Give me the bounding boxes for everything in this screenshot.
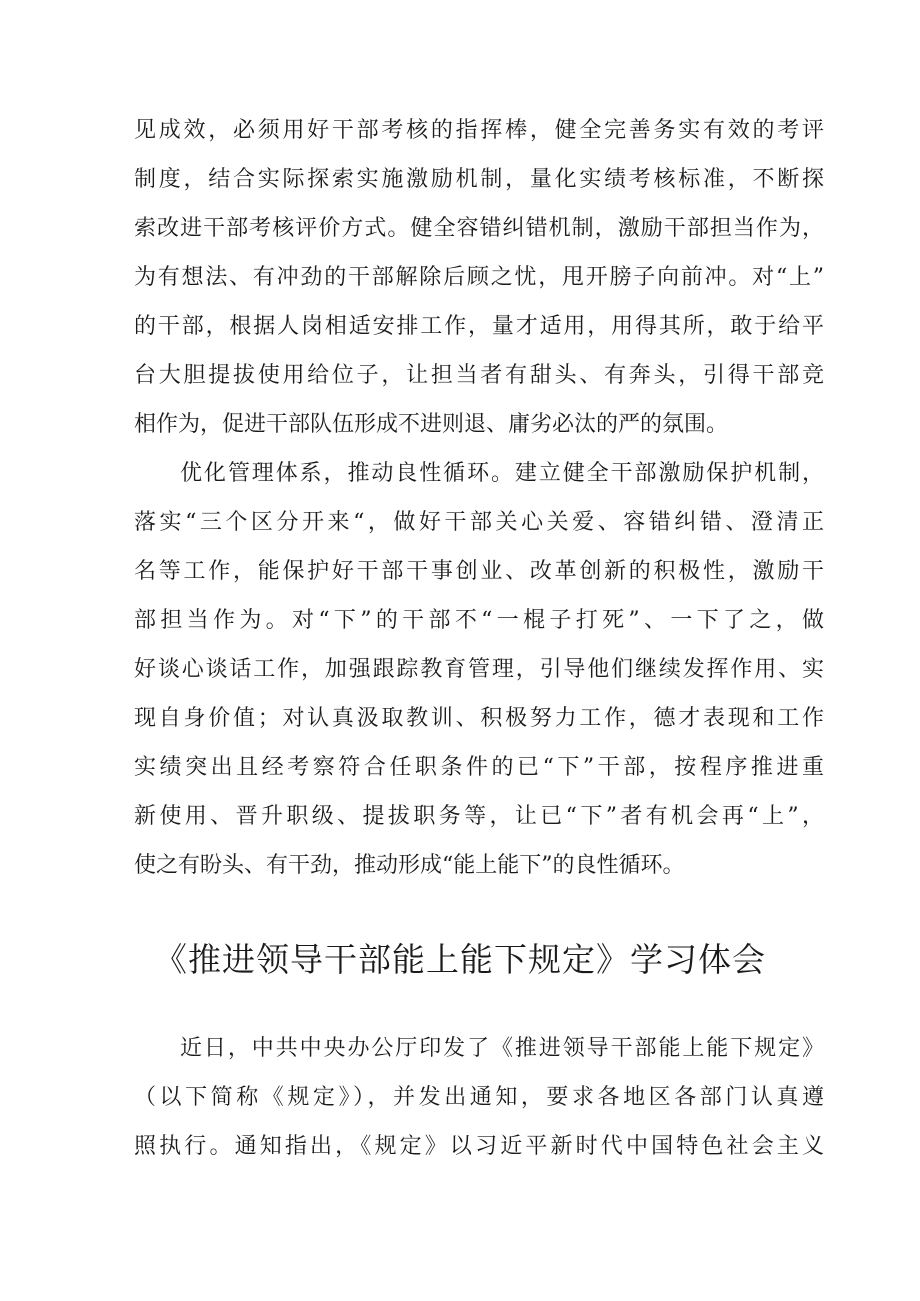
text-line: 部担当作为。对“下”的干部不“一棍子打死”、一下了之，做 [134,608,824,633]
section-title: 《推进领导干部能上能下规定》学习体会 [154,940,766,979]
text-line: 名等工作，能保护好干部干事创业、改革创新的积极性，激励干 [134,559,824,584]
text-line: 制度，结合实际探索实施激励机制，量化实绩考核标准，不断探 [134,167,824,192]
text-line: 相作为，促进干部队伍形成不进则退、庸劣必汰的严的氛围。 [134,412,729,437]
text-line: 索改进干部考核评价方式。健全容错纠错机制，激励干部担当作为， [134,216,824,241]
text-line: 现自身价值；对认真汲取教训、积极努力工作，德才表现和工作 [134,706,824,731]
text-line: 好谈心谈话工作，加强跟踪教育管理，引导他们继续发挥作用、实 [134,657,824,682]
text-line: 新使用、晋升职级、提拔职务等，让已“下”者有机会再“上”， [134,804,824,829]
text-line: 台大胆提拔使用给位子，让担当者有甜头、有奔头，引得干部竞 [134,363,824,388]
text-line: 使之有盼头、有干劲，推动形成“能上能下”的良性循环。 [134,853,685,878]
text-line: 落实“三个区分开来“，做好干部关心关爱、容错纠错、澄清正 [134,510,824,535]
text-line: 的干部，根据人岗相适安排工作，量才适用，用得其所，敢于给平 [134,314,824,339]
text-line: 实绩突出且经考察符合任职条件的已“下”干部，按程序推进重 [134,755,824,780]
text-line: 优化管理体系，推动良性循环。建立健全干部激励保护机制， [180,461,824,486]
text-line: 近日，中共中央办公厅印发了《推进领导干部能上能下规定》 [180,1036,824,1061]
text-line: （以下简称《规定》），并发出通知，要求各地区各部门认真遵 [134,1085,824,1110]
text-line: 为有想法、有冲劲的干部解除后顾之忧，甩开膀子向前冲。对“上” [134,265,824,290]
text-line: 见成效，必须用好干部考核的指挥棒，健全完善务实有效的考评 [134,118,824,143]
text-line: 照执行。通知指出，《规定》以习近平新时代中国特色社会主义 [134,1134,824,1159]
